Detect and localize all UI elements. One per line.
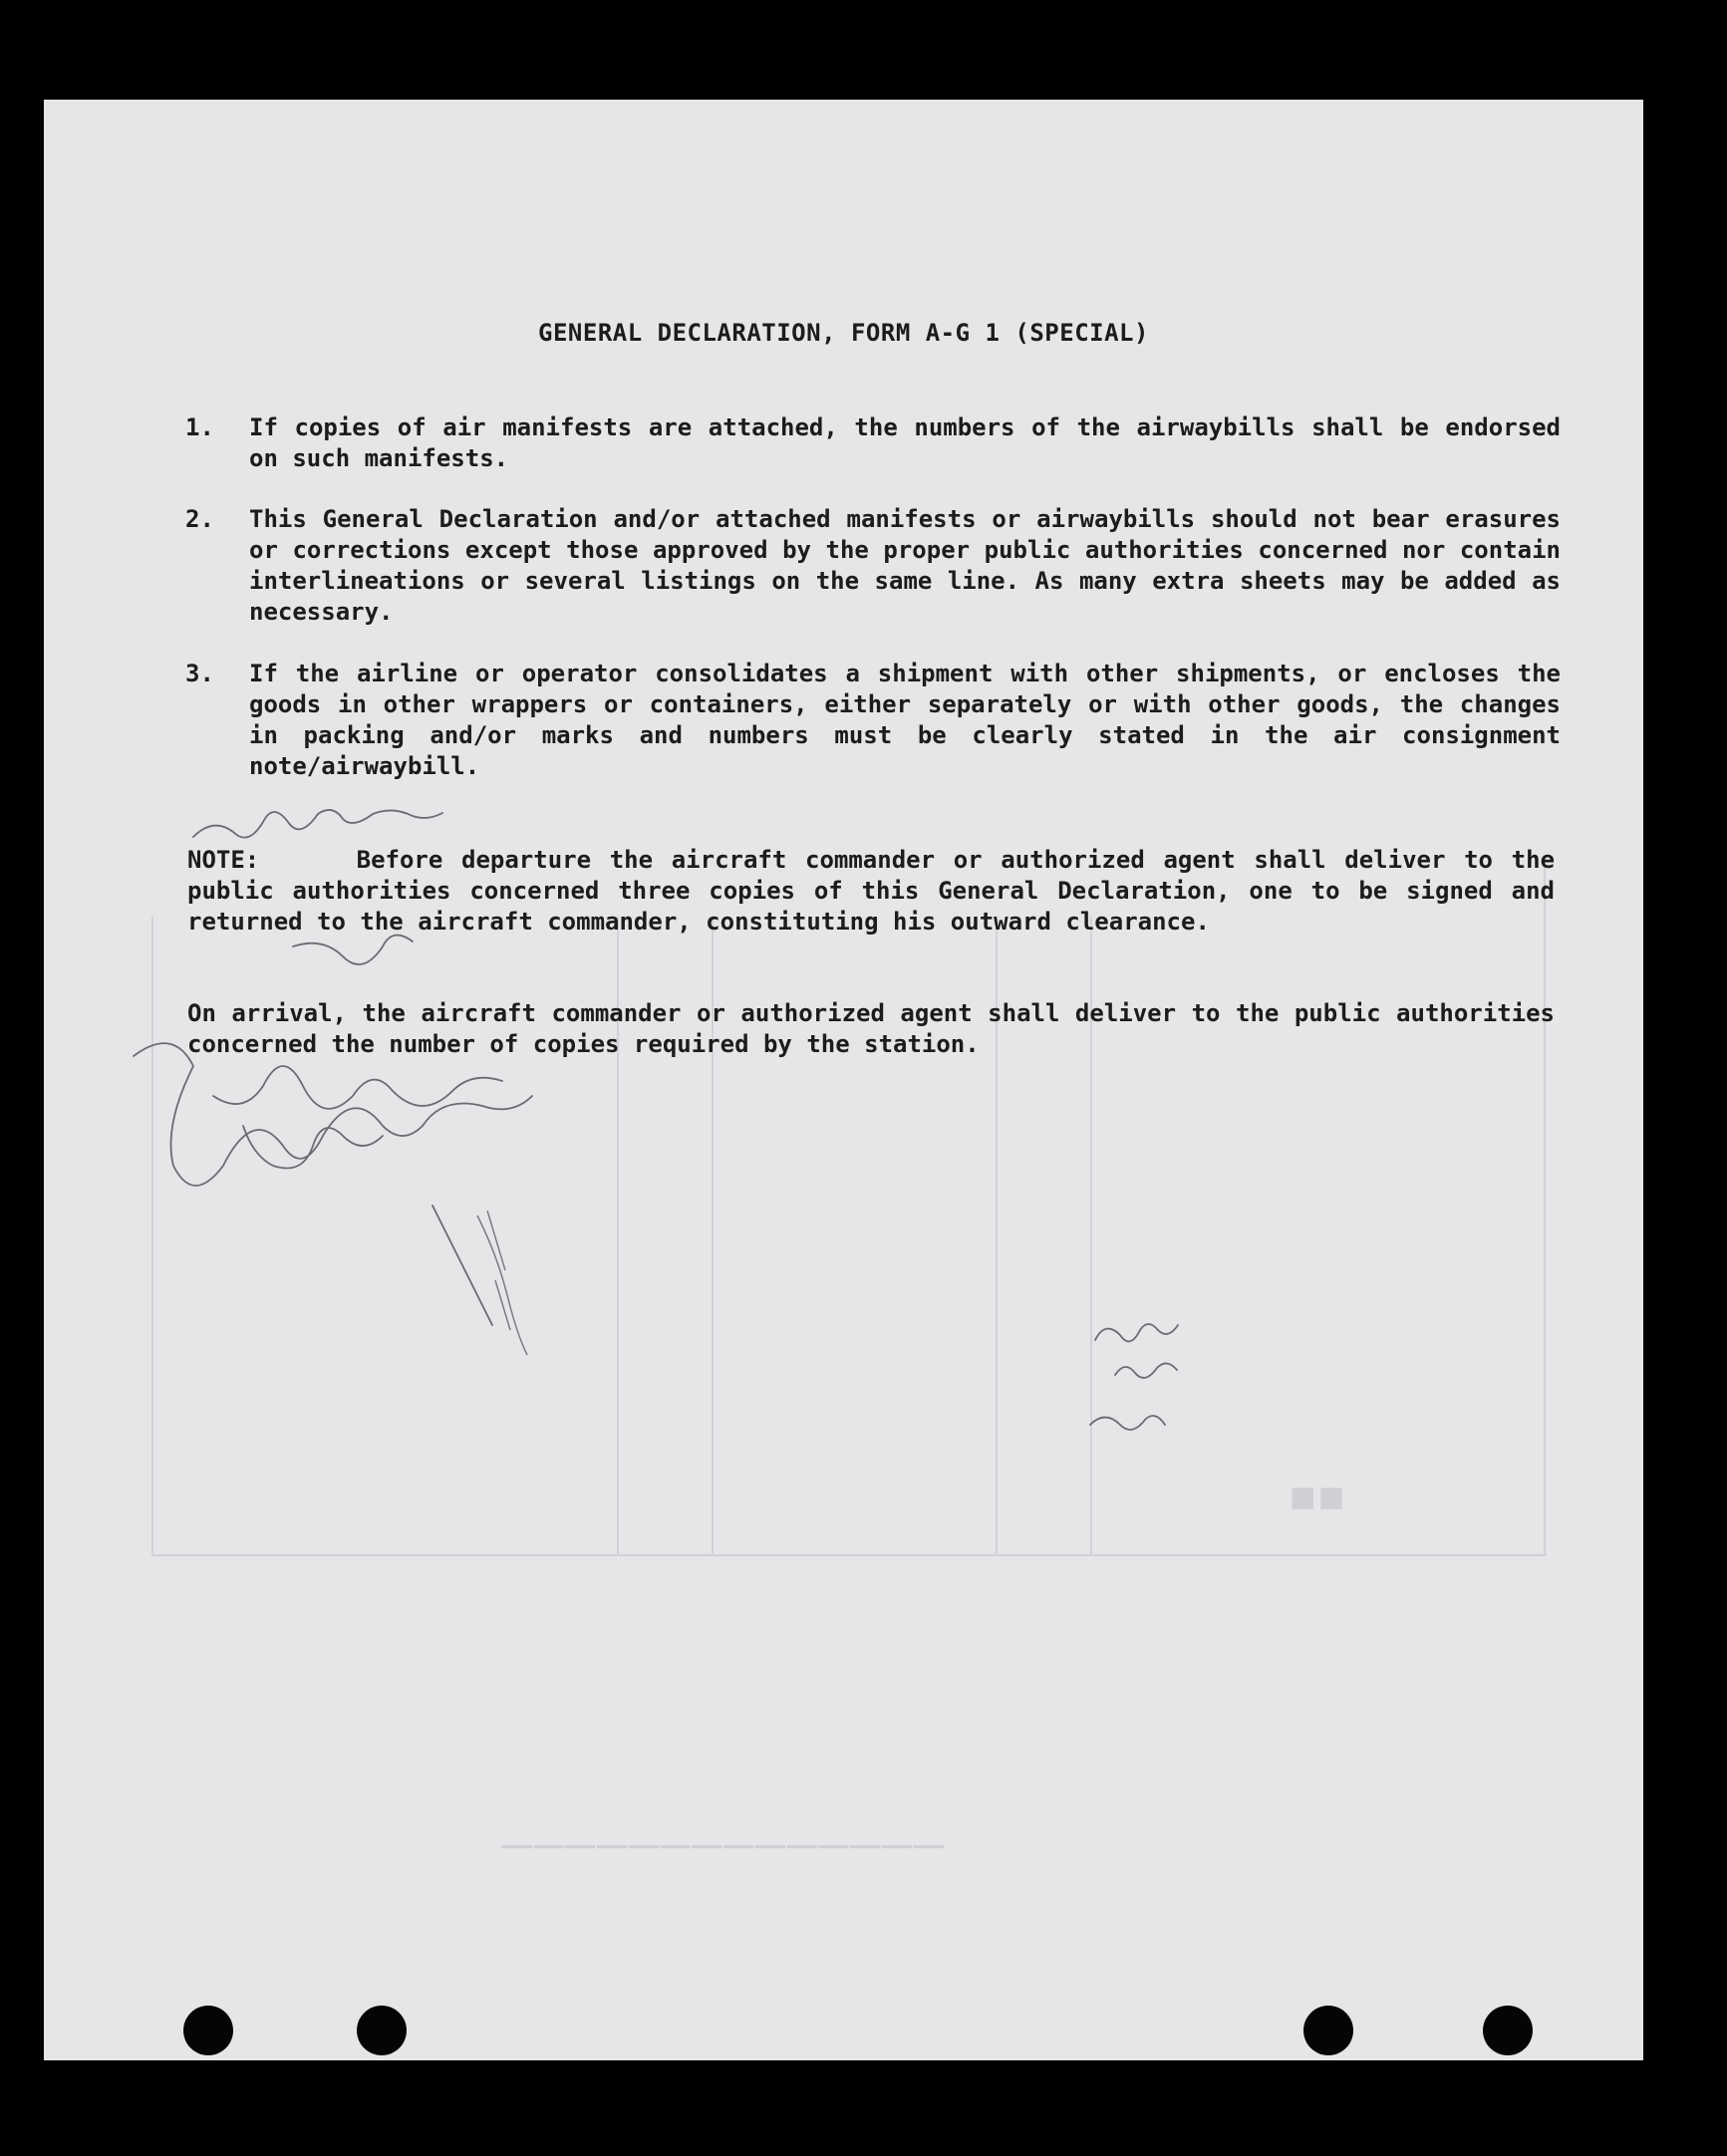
bleed-through-text: ────────────── — [502, 1824, 946, 1870]
stamp-mark — [487, 1211, 510, 1330]
signature-scribble — [1115, 1363, 1177, 1378]
instruction-number: 3. — [185, 660, 214, 687]
signature-scribble — [293, 936, 413, 964]
signature-scribble — [432, 1206, 492, 1325]
instruction-text: If the airline or operator consolidates a shipment with other shipments, or encloses the goods in other wrappers or containers, either separately or with other goods, the changes in packing and/or marks and numbers must be clearly stated in the air consignment note/airwaybill. — [249, 660, 1561, 780]
punch-hole — [357, 2006, 407, 2055]
instruction-number: 1. — [185, 413, 214, 441]
instruction-text: This General Declaration and/or attached manifests or airwaybills should not bear erasures or corrections except those approved by the proper public authorities concerned nor contain interlineations or several listings on the same line. As many extra sheets may be added as necessary. — [249, 505, 1561, 626]
stamp-mark — [477, 1215, 527, 1355]
signature-scribble — [134, 1043, 532, 1186]
note-label: NOTE: — [187, 846, 260, 874]
note-text: Before departure the aircraft commander or authorized agent shall deliver to the public authorities concerned three copies of this General Declaration, one to be signed and returned to the aircraft commander, constituting his outward clearance. — [187, 846, 1556, 936]
page-title: GENERAL DECLARATION, FORM A-G 1 (SPECIAL) — [538, 319, 1149, 347]
bleed-through-text: ■■ — [1290, 1476, 1347, 1524]
signature-scribble — [243, 1126, 383, 1169]
handwritten-marks — [44, 100, 1643, 2060]
instruction-text: If copies of air manifests are attached, the numbers of the airwaybills shall be endorsed on such manifests. — [249, 413, 1561, 472]
punch-hole — [183, 2006, 233, 2055]
arrival-paragraph: On arrival, the aircraft commander or authorized agent shall deliver to the public authorities concerned the number of copies required by the station. — [187, 999, 1555, 1058]
punch-hole — [1303, 2006, 1353, 2055]
signature-scribble — [1090, 1416, 1165, 1430]
signature-scribble — [1095, 1324, 1178, 1341]
signature-scribble — [193, 810, 442, 838]
document-page — [44, 100, 1643, 2060]
signature-scribble — [213, 1066, 502, 1109]
instruction-number: 2. — [185, 505, 214, 533]
punch-hole — [1483, 2006, 1533, 2055]
